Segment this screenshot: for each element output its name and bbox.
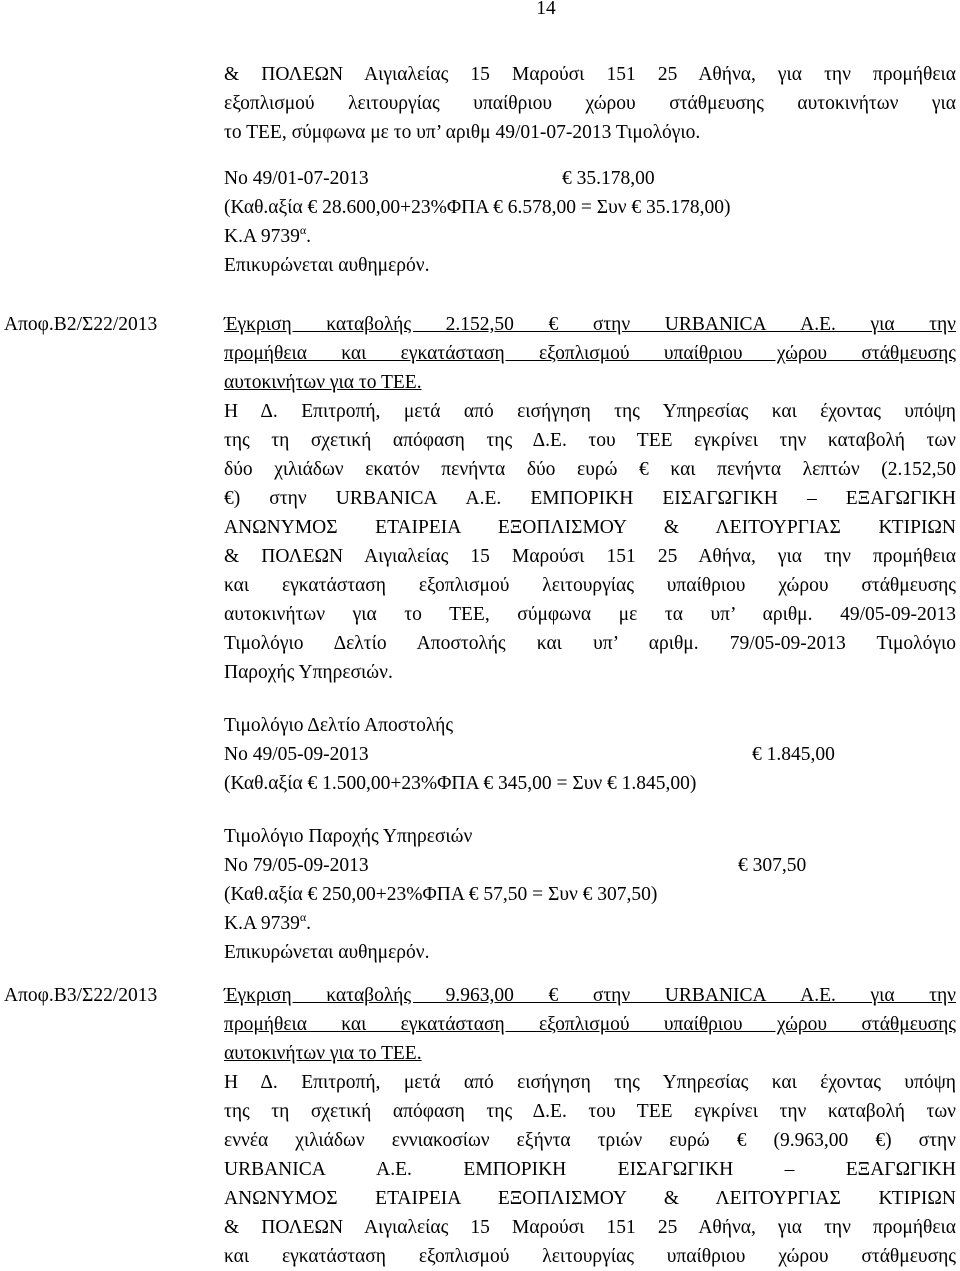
invoice2-breakdown: (Καθ.αξία € 250,00+23%ΦΠΑ € 57,50 = Συν € 307,50) — [224, 884, 658, 905]
invoice1-title: Τιμολόγιο Δελτίο Αποστολής — [224, 715, 454, 736]
decision-body-line: της τη σχετική απόφαση της Δ.Ε. του ΤΕΕ εγκρίνει την καταβολή των — [224, 1101, 956, 1122]
decision-title-line: αυτοκινήτων για το ΤΕΕ. — [224, 372, 422, 393]
decision-number-b2: Αποφ.Β2/Σ22/2013 — [4, 314, 158, 335]
budget-code: Κ.Α $9739^\alpha$. — [224, 223, 312, 247]
decision-body-line: ΑΝΩΝΥΜΟΣ ΕΤΑΙΡΕΙΑ ΕΞΟΠΛΙΣΜΟΥ & ΛΕΙΤΟΥΡΓΙΑΣ ΚΤΙΡΙΩΝ — [224, 1188, 956, 1209]
intro-section — [224, 60, 956, 280]
decision-body-line: Παροχής Υπηρεσιών. — [224, 662, 393, 683]
decision-title-line: αυτοκινήτων για το ΤΕΕ. — [224, 1043, 422, 1064]
invoice1-amount: € 1.845,00 — [752, 744, 835, 765]
ratified-text: Επικυρώνεται αυθημερόν. — [224, 942, 430, 963]
invoice2-number: Νο 79/05-09-2013 — [224, 855, 369, 876]
decision-body-line: εννέα χιλιάδων εννιακοσίων εξήντα τριών ευρώ € (9.963,00 €) στην — [224, 1130, 956, 1151]
intro-line: το ΤΕΕ, σύμφωνα με το υπ’ αριθμ 49/01-07-2013 Τιμολόγιο. — [224, 122, 701, 143]
decision-b3 — [224, 981, 956, 1271]
intro-line: & ΠΟΛΕΩΝ Αιγιαλείας 15 Μαρούσι 151 25 Αθήνα, για την προμήθεια — [224, 64, 956, 85]
decision-body-line: Η Δ. Επιτροπή, μετά από εισήγηση της Υπηρεσίας και έχοντας υπόψη — [224, 401, 956, 422]
decision-title-line: Έγκριση καταβολής 9.963,00 € στην URBANICA Α.Ε. για την — [224, 985, 956, 1006]
budget-code-text: Κ.Α 9739 — [224, 913, 300, 934]
invoice2-row — [224, 851, 956, 880]
decision-body-line: και εγκατάσταση εξοπλισμού λειτουργίας υπαίθριου χώρου στάθμευσης — [224, 1246, 956, 1267]
invoice2-amount: € 307,50 — [738, 855, 807, 876]
decision-body-line: και εγκατάσταση εξοπλισμού λειτουργίας υπαίθριου χώρου στάθμευσης — [224, 575, 956, 596]
decision-body-line: & ΠΟΛΕΩΝ Αιγιαλείας 15 Μαρούσι 151 25 Αθήνα, για την προμήθεια — [224, 1217, 956, 1238]
invoice1-number: Νο 49/05-09-2013 — [224, 744, 369, 765]
decision-body-line: €) στην URBANICA Α.Ε. ΕΜΠΟΡΙΚΗ ΕΙΣΑΓΩΓΙΚΗ – ΕΞΑΓΩΓΙΚΗ — [224, 488, 956, 509]
budget-code-sup: α — [299, 223, 307, 237]
budget-code: Κ.Α $9739^\alpha$. — [224, 910, 312, 934]
decision-number-b3: Αποφ.Β3/Σ22/2013 — [4, 985, 158, 1006]
invoice-number: Νο 49/01-07-2013 — [224, 168, 369, 189]
invoice-breakdown: (Καθ.αξία € 28.600,00+23%ΦΠΑ € 6.578,00 = Συν € 35.178,00) — [224, 197, 731, 218]
budget-code-sup: α — [299, 910, 307, 924]
decision-b2 — [224, 310, 956, 967]
decision-title-line: Έγκριση καταβολής 2.152,50 € στην URBANICA Α.Ε. για την — [224, 314, 956, 335]
decision-title-line: προμήθεια και εγκατάσταση εξοπλισμού υπαίθριου χώρου στάθμευσης — [224, 1014, 956, 1035]
decision-body-line: Τιμολόγιο Δελτίο Αποστολής και υπ’ αριθμ. 79/05-09-2013 Τιμολόγιο — [224, 633, 956, 654]
budget-code-text: Κ.Α 9739 — [224, 226, 300, 247]
invoice1-row — [224, 740, 956, 769]
invoice2-title: Τιμολόγιο Παροχής Υπηρεσιών — [224, 826, 473, 847]
invoice-row — [224, 164, 956, 193]
page-number: 14 — [536, 0, 556, 19]
decision-body-line: & ΠΟΛΕΩΝ Αιγιαλείας 15 Μαρούσι 151 25 Αθήνα, για την προμήθεια — [224, 546, 956, 567]
invoice-amount: € 35.178,00 — [562, 168, 655, 189]
invoice1-breakdown: (Καθ.αξία € 1.500,00+23%ΦΠΑ € 345,00 = Συν € 1.845,00) — [224, 773, 697, 794]
decision-body-line: URBANICA Α.Ε. ΕΜΠΟΡΙΚΗ ΕΙΣΑΓΩΓΙΚΗ – ΕΞΑΓΩΓΙΚΗ — [224, 1159, 956, 1180]
decision-body-line: αυτοκινήτων για το ΤΕΕ, σύμφωνα με τα υπ’ αριθμ. 49/05-09-2013 — [224, 604, 956, 625]
decision-body-line: Η Δ. Επιτροπή, μετά από εισήγηση της Υπηρεσίας και έχοντας υπόψη — [224, 1072, 956, 1093]
intro-line: εξοπλισμού λειτουργίας υπαίθριου χώρου στάθμευσης αυτοκινήτων για — [224, 93, 956, 114]
decision-body-line: ΑΝΩΝΥΜΟΣ ΕΤΑΙΡΕΙΑ ΕΞΟΠΛΙΣΜΟΥ & ΛΕΙΤΟΥΡΓΙΑΣ ΚΤΙΡΙΩΝ — [224, 517, 956, 538]
decision-title-line: προμήθεια και εγκατάσταση εξοπλισμού υπαίθριου χώρου στάθμευσης — [224, 343, 956, 364]
ratified-text: Επικυρώνεται αυθημερόν. — [224, 255, 430, 276]
decision-body-line: δύο χιλιάδων εκατόν πενήντα δύο ευρώ € και πενήντα λεπτών (2.152,50 — [224, 459, 956, 480]
decision-body-line: της τη σχετική απόφαση της Δ.Ε. του ΤΕΕ εγκρίνει την καταβολή των — [224, 430, 956, 451]
